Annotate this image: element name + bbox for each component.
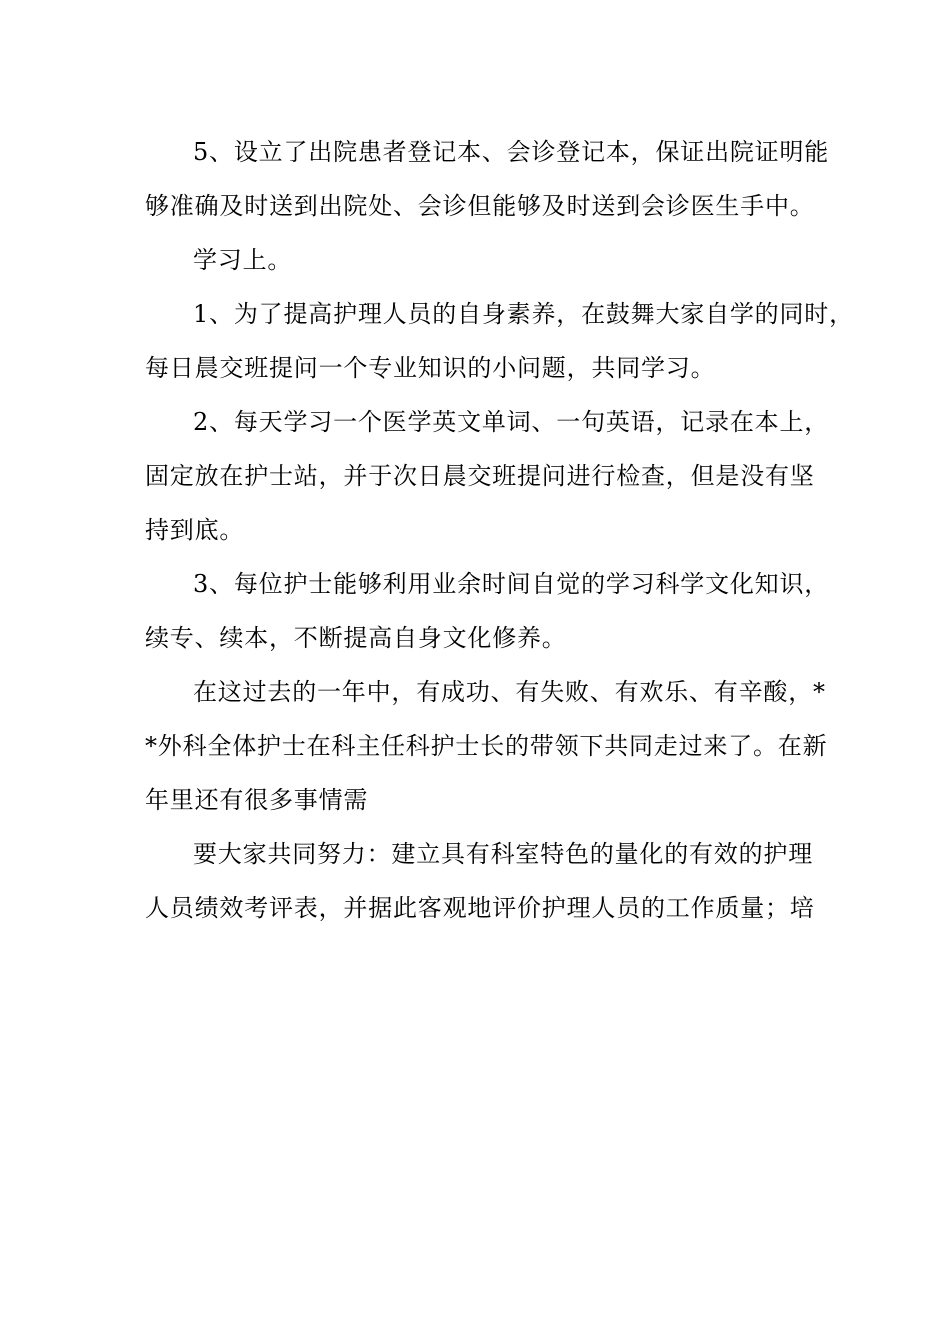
paragraph-line: 续专、续本，不断提高自身文化修养。: [145, 624, 567, 652]
paragraph-line: 每日晨交班提问一个专业知识的小问题，共同学习。: [145, 354, 716, 382]
paragraph-line: *外科全体护士在科主任科护士长的带领下共同走过来了。在新: [145, 732, 828, 760]
paragraph-line: 人员绩效考评表，并据此客观地评价护理人员的工作质量；培: [145, 894, 815, 922]
paragraph-line: 1、为了提高护理人员的自身素养，在鼓舞大家自学的同时，: [193, 300, 854, 328]
paragraph-line: 要大家共同努力：建立具有科室特色的量化的有效的护理: [193, 840, 813, 868]
paragraph-line: 在这过去的一年中，有成功、有失败、有欢乐、有辛酸，*: [193, 678, 826, 706]
paragraph-line: 持到底。: [145, 516, 245, 544]
paragraph-line: 2、每天学习一个医学英文单词、一句英语，记录在本上，: [193, 408, 830, 436]
paragraph-line: 固定放在护士站，并于次日晨交班提问进行检查，但是没有坚: [145, 462, 815, 490]
section-heading: 学习上。: [193, 246, 293, 274]
paragraph-line: 年里还有很多事情需: [145, 786, 369, 814]
paragraph-line: 够准确及时送到出院处、会诊但能够及时送到会诊医生手中。: [145, 192, 815, 220]
document-body: [145, 130, 854, 940]
paragraph-line: 3、每位护士能够利用业余时间自觉的学习科学文化知识，: [193, 570, 830, 598]
paragraph-line: 5、设立了出院患者登记本、会诊登记本，保证出院证明能: [193, 138, 830, 166]
